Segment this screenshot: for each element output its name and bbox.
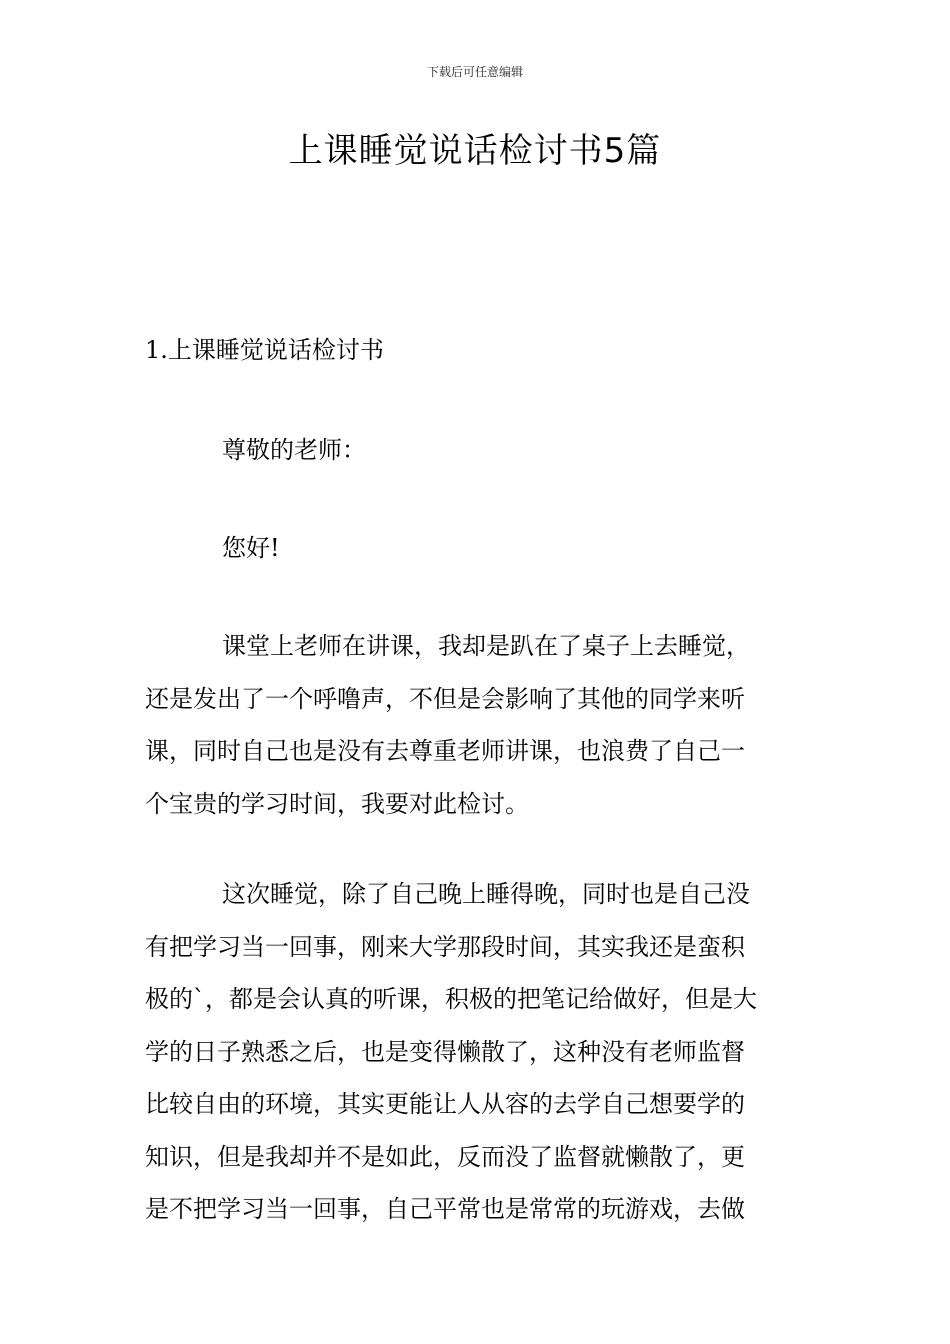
paragraph-line: 课堂上老师在讲课，我却是趴在了桌子上去睡觉，: [222, 632, 750, 660]
paragraph-line: 极的`，都是会认真的听课，积极的把笔记给做好，但是大: [145, 985, 757, 1013]
paragraph-line: 比较自由的环境，其实更能让人从容的去学自己想要学的: [145, 1090, 745, 1118]
body-paragraph-1: [145, 628, 815, 838]
section-heading: 1.上课睡觉说话检讨书: [145, 336, 384, 364]
body-paragraph-2: [145, 876, 815, 1244]
greeting: 您好!: [222, 534, 280, 562]
document-title: 上课睡觉说话检讨书5篇: [288, 131, 662, 171]
paragraph-line: 还是发出了一个呼噜声，不但是会影响了其他的同学来听: [145, 684, 745, 713]
paragraph-line: 课，同时自己也是没有去尊重老师讲课，也浪费了自己一: [145, 737, 745, 765]
header-note: 下载后可任意编辑: [426, 65, 523, 79]
paragraph-line: 学的日子熟悉之后，也是变得懒散了，这种没有老师监督: [145, 1037, 745, 1066]
paragraph-line: 有把学习当一回事，刚来大学那段时间，其实我还是蛮积: [145, 932, 745, 961]
paragraph-line: 是不把学习当一回事，自己平常也是常常的玩游戏，去做: [145, 1195, 745, 1223]
paragraph-line: 个宝贵的学习时间，我要对此检讨。: [145, 789, 529, 818]
paragraph-line: 这次睡觉，除了自己晚上睡得晚，同时也是自己没: [222, 880, 750, 908]
salutation: 尊敬的老师：: [222, 436, 366, 464]
paragraph-line: 知识，但是我却并不是如此，反而没了监督就懒散了，更: [145, 1142, 745, 1171]
